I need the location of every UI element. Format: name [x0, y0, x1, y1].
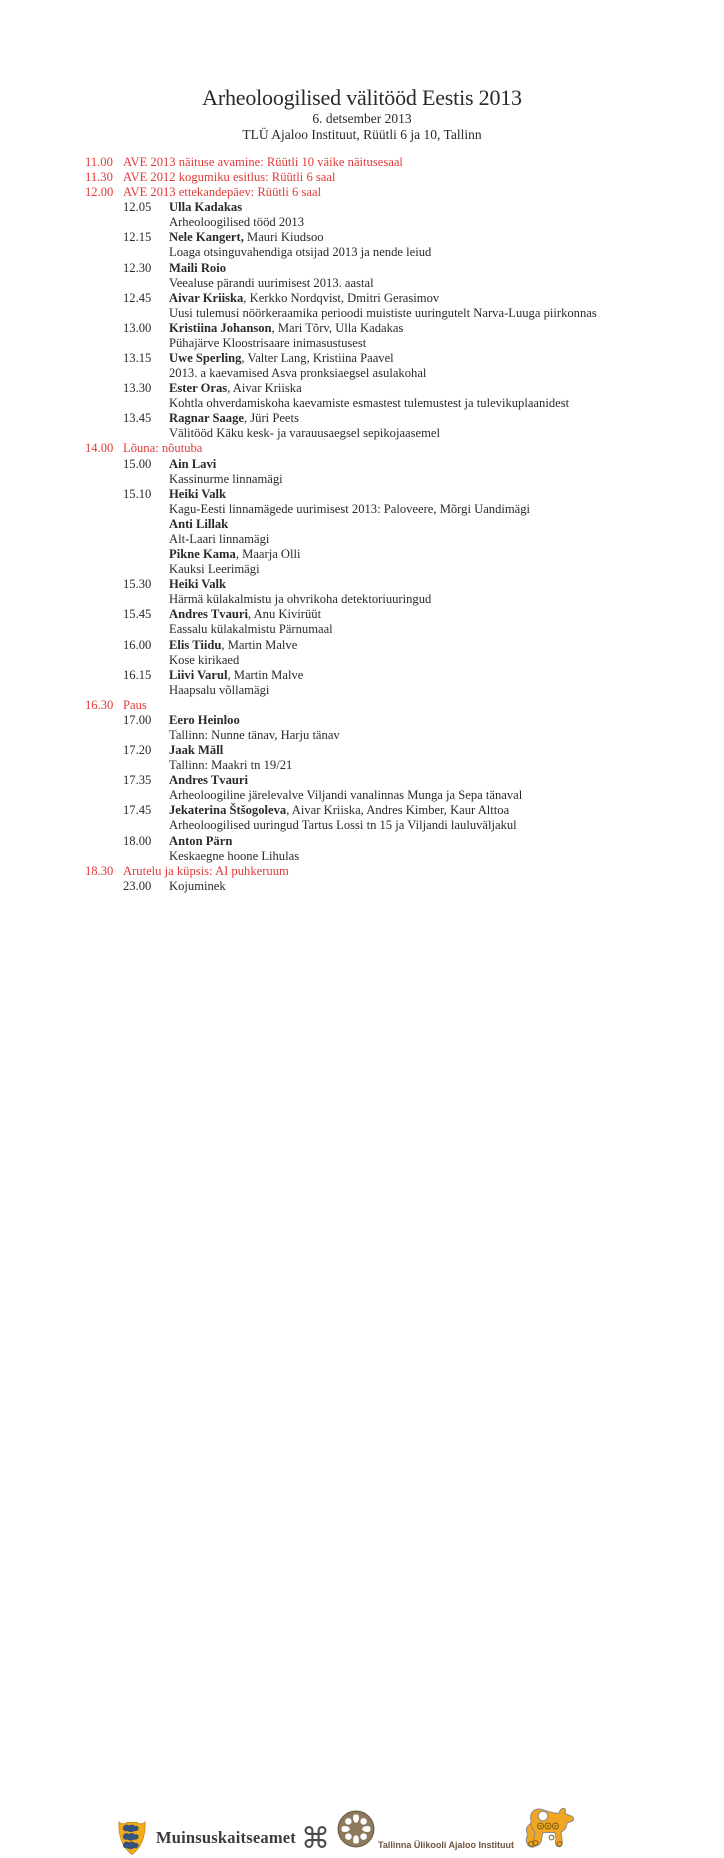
schedule-talk-title-line: Haapsalu võllamägi — [169, 682, 270, 697]
schedule-speakers-line: 15.10 Heiki Valk — [123, 486, 227, 501]
schedule-talk-title-line: Kauksi Leerimägi — [169, 562, 260, 577]
schedule-speakers-line: 17.20 Jaak Mäll — [123, 743, 224, 758]
schedule-speakers-line: 13.45 Ragnar Saage, Jüri Peets — [123, 411, 299, 426]
schedule-talk-title-line: Tallinn: Nunne tänav, Harju tänav — [169, 727, 340, 742]
tlu-ajaloo-instituut-logo — [337, 1810, 375, 1853]
schedule-speakers-line: 12.05 Ulla Kadakas — [123, 200, 243, 215]
schedule-speakers-line: 12.30 Maili Roio — [123, 260, 227, 275]
schedule-speakers-line: 17.45 Jekaterina Štšogoleva, Aivar Kriiska, Andres Kimber, Kaur Alttoa — [123, 803, 510, 818]
document-header — [0, 86, 724, 142]
page-title: Arheoloogilised välitööd Eestis 2013 — [202, 85, 522, 110]
schedule-talk-title-line: Pühajärve Kloostrisaare inimasustusest — [169, 335, 367, 350]
schedule-speakers-line: 18.00 Anton Pärn — [123, 833, 233, 848]
schedule-break-line: 11.00 AVE 2013 näituse avamine: Rüütli 10 väike näitusesaal — [85, 155, 403, 169]
schedule-talk-title-line: Alt-Laari linnamägi — [169, 531, 270, 546]
schedule-speakers-line: 16.00 Elis Tiidu, Martin Malve — [123, 637, 298, 652]
schedule-talk-title-line: 2013. a kaevamised Asva pronksiaegsel asulakohal — [169, 366, 427, 381]
tlu-ajaloo-instituut-label: Tallinna Ülikooli Ajaloo Instituut — [378, 1840, 514, 1850]
muinsuskaitseamet-logo — [116, 1818, 330, 1858]
schedule-break-line: 12.00 AVE 2013 ettekandepäev: Rüütli 6 saal — [85, 185, 322, 200]
schedule-talk-title-line: Keskaegne hoone Lihulas — [169, 848, 300, 863]
schedule-talk-title-line: Eassalu külakalmistu Pärnumaal — [169, 622, 333, 637]
horse-brooch-icon — [521, 1804, 576, 1853]
schedule-speakers-line: 13.30 Ester Oras, Aivar Kriiska — [123, 381, 302, 396]
schedule-talk-title-line: Uusi tulemusi nöörkeraamika perioodi muististe uuringutelt Narva-Luuga piirkonnas — [169, 305, 597, 320]
schedule-speakers-line: 12.15 Nele Kangert, Mauri Kiudsoo — [123, 230, 324, 245]
schedule-talk-title-line: Kose kirikaed — [169, 652, 240, 667]
schedule-speakers-line: 16.15 Liivi Varul, Martin Malve — [123, 667, 304, 682]
schedule-talk-title-line: Kassinurme linnamägi — [169, 471, 283, 486]
schedule-list — [85, 155, 705, 894]
schedule-break-line: 14.00 Lõuna: nõutuba — [85, 441, 203, 456]
schedule-talk-title-line: Arheoloogiline järelevalve Viljandi vanalinnas Munga ja Sepa tänaval — [169, 788, 523, 803]
schedule-talk-title-line: Arheoloogilised uuringud Tartus Lossi tn 15 ja Viljandi lauluväljakul — [169, 818, 517, 833]
schedule-break-line: 18.30 Arutelu ja küpsis: AI puhkeruum — [85, 863, 289, 878]
horse-brooch-logo — [521, 1804, 576, 1858]
schedule-speakers-line: 13.00 Kristiina Johanson, Mari Tõrv, Ulla Kadakas — [123, 320, 404, 335]
schedule-talk-title-line: Tallinn: Maakri tn 19/21 — [169, 758, 293, 773]
event-date: 6. detsember 2013 — [312, 111, 412, 126]
schedule-speakers-line: 15.00 Ain Lavi — [123, 456, 217, 471]
schedule-speakers-line: 13.15 Uwe Sperling, Valter Lang, Kristiina Paavel — [123, 351, 394, 366]
schedule-break-line: 11.30 AVE 2012 kogumiku esitlus: Rüütli 6 saal — [85, 170, 336, 185]
schedule-speakers-line: 17.00 Eero Heinloo — [123, 712, 240, 727]
schedule-speakers-line: Pikne Kama, Maarja Olli — [169, 547, 301, 562]
schedule-speakers-line: 17.35 Andres Tvauri — [123, 773, 248, 788]
muinsuskaitseamet-label: Muinsuskaitseamet — [156, 1828, 296, 1847]
schedule-speakers-line: 15.30 Heiki Valk — [123, 577, 227, 592]
schedule-speakers-line: 12.45 Aivar Kriiska, Kerkko Nordqvist, Dmitri Gerasimov — [123, 290, 440, 305]
schedule-break-line: 16.30 Paus — [85, 697, 147, 712]
schedule-talk-title-line: Kagu-Eesti linnamägede uurimisest 2013: Paloveere, Mõrgi Uandimägi — [169, 501, 531, 516]
bronze-brooch-icon — [337, 1810, 375, 1848]
schedule-talk-title-line: Välitööd Käku kesk- ja varauusaegsel sepikojaasemel — [169, 426, 441, 441]
estonia-coat-of-arms-icon — [116, 1819, 148, 1857]
schedule-talk-title-line: Härmä külakalmistu ja ohvrikoha detektoriuuringud — [169, 592, 432, 607]
event-venue: TLÜ Ajaloo Instituut, Rüütli 6 ja 10, Tallinn — [242, 126, 482, 142]
schedule-talk-title-line: Kohtla ohverdamiskoha kaevamiste esmastest tulemustest ja tulevikuplaanidest — [169, 396, 570, 411]
schedule-talk-title-line: Veealuse pärandi uurimisest 2013. aastal — [169, 275, 374, 290]
schedule-talk-title-line: Loaga otsinguvahendiga otsijad 2013 ja nende leiud — [169, 245, 432, 260]
footer-logos — [0, 900, 724, 1855]
looped-square-icon: ⌘ — [301, 1820, 330, 1855]
schedule-speakers-line: 15.45 Andres Tvauri, Anu Kivirüüt — [123, 607, 322, 622]
schedule-speakers-line: Anti Lillak — [169, 516, 229, 531]
schedule-talk-title-line: Arheoloogilised tööd 2013 — [169, 215, 305, 230]
schedule-line: 23.00 Kojuminek — [123, 878, 226, 893]
